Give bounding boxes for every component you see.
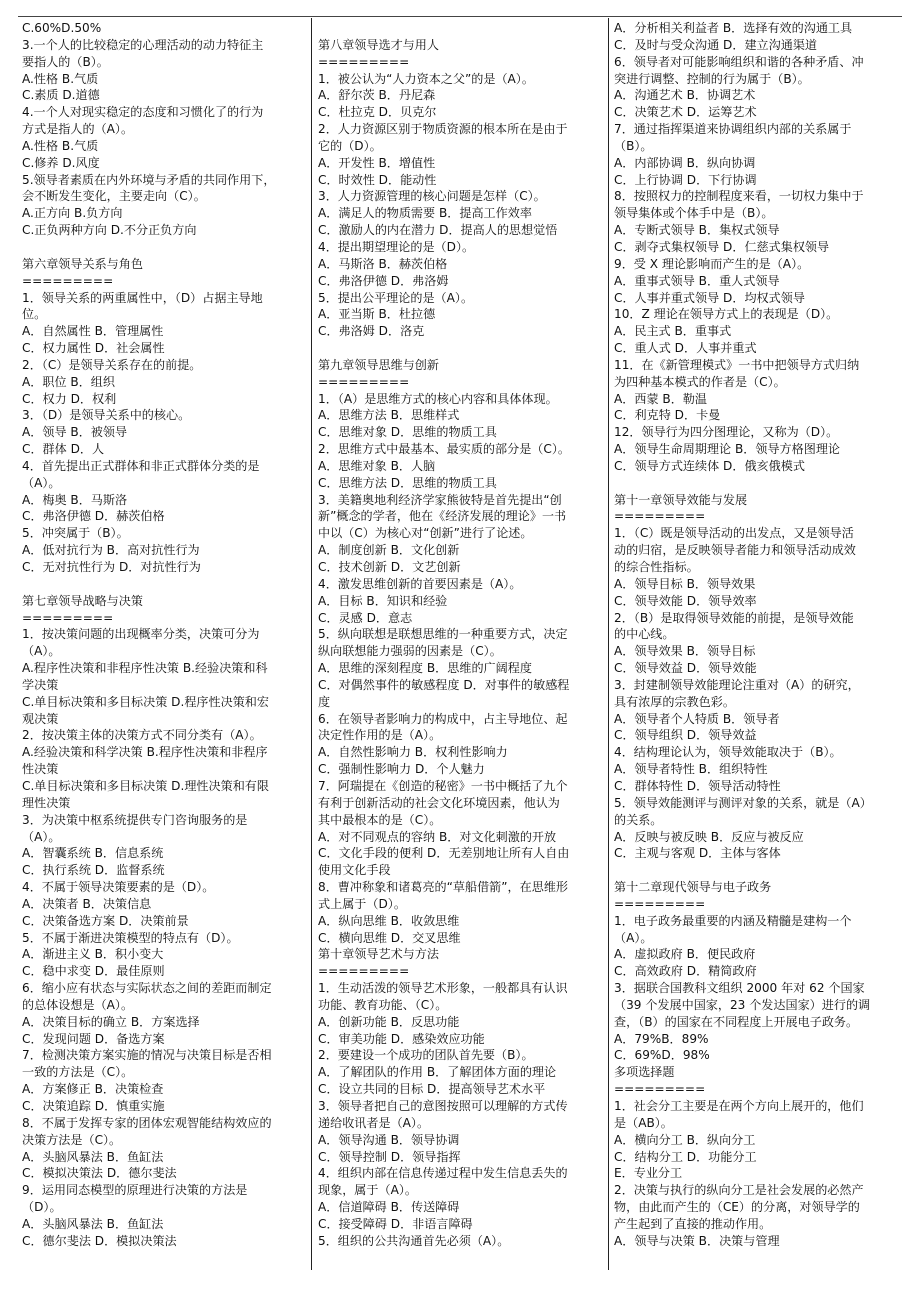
- text-line: C．德尔斐法 D．模拟决策法: [22, 1233, 177, 1248]
- text-line: [318, 20, 604, 37]
- text-line: C.单目标决策和多目标决策 D.理性决策和有限: [22, 778, 269, 793]
- text-line: 4．不属于领导决策要素的是（D）。: [22, 880, 215, 895]
- text-line: =========: [22, 610, 114, 625]
- text-line: C．弗洛伊德 D．赫茨伯格: [22, 509, 165, 524]
- text-line: A．思维对象 B．人脑: [318, 458, 436, 473]
- text-line: C．技术创新 D．文艺创新: [318, 560, 461, 574]
- text-line: 5．不属于渐进决策模型的特点有（D）。: [22, 930, 239, 945]
- text-line: C．高效政府 D．精简政府: [614, 964, 757, 979]
- text-line: C．69%D．98%: [614, 1048, 710, 1063]
- text-line: 现象，属于（A）。: [318, 1183, 417, 1198]
- text-line: 决策方法是（C）。: [22, 1132, 122, 1147]
- text-line: C．决策备选方案 D．决策前景: [22, 913, 189, 928]
- text-line: 3．为决策中枢系统提供专门咨询服务的是: [22, 812, 248, 827]
- text-line: （D）。: [22, 1200, 62, 1215]
- text-line: 动的归宿，是反映领导者能力和领导活动成效: [614, 543, 856, 558]
- text-line: 11．在《新管理模式》一书中把领导方式归纳: [614, 357, 860, 372]
- text-line: 5．冲突属于（B）。: [22, 526, 129, 541]
- text-line: 1．电子政务最重要的内涵及精髓是建构一个: [614, 913, 852, 928]
- text-line: A.性格 B.气质: [22, 138, 99, 153]
- text-line: 3．据联合国教科文组织 2000 年对 62 个国家: [614, 981, 865, 996]
- text-line: 决定性作用的是（A）。: [318, 728, 442, 743]
- text-line: C．重人式 D．人事并重式: [614, 341, 757, 356]
- text-line: C．决策艺术 D．运筹艺术: [614, 105, 757, 120]
- text-line: =========: [614, 1082, 706, 1097]
- text-line: C．思维对象 D．思维的物质工具: [318, 425, 497, 440]
- text-line: 多项选择题: [614, 1065, 675, 1080]
- text-line: A.正方向 B.负方向: [22, 206, 123, 221]
- text-line: 学决策: [22, 677, 59, 692]
- text-line: 1．（A）是思维方式的核心内容和具体体现。: [318, 391, 558, 406]
- text-line: 5.领导者素质在内外环境与矛盾的共同作用下，: [22, 172, 276, 187]
- text-line: 8．按照权力的控制程度来看，一切权力集中于: [614, 189, 864, 204]
- text-line: A．马斯洛 B．赫茨伯格: [318, 256, 448, 271]
- column-divider: [608, 18, 609, 1270]
- text-line: A．职位 B．组织: [22, 374, 115, 389]
- text-line: A．头脑风暴法 B．鱼缸法: [22, 1216, 164, 1231]
- text-line: 3．美籍奥地利经济学家熊彼特是首先提出“创: [318, 492, 562, 507]
- text-column-left: [22, 20, 306, 1250]
- text-line: A．思维方法 B．思维样式: [318, 408, 460, 423]
- text-line: 突进行调整、控制的行为属于（B）。: [614, 71, 810, 86]
- text-line: 具有浓厚的宗教色彩。: [614, 694, 735, 709]
- text-line: A．领导者个人特质 B．领导者: [614, 711, 780, 726]
- text-line: A．西蒙 B．勒温: [614, 391, 707, 406]
- text-line: 领导集体或个体手中是（B）。: [614, 206, 774, 221]
- text-line: 8．曹冲称象和诸葛亮的“草船借箭”，在思维形: [318, 880, 569, 895]
- text-line: A．渐进主义 B．积小变大: [22, 947, 164, 962]
- text-line: A．智囊系统 B．信息系统: [22, 846, 164, 861]
- text-line: C．对偶然事件的敏感程度 D．对事件的敏感程: [318, 677, 570, 692]
- text-line: C.单目标决策和多目标决策 D.程序性决策和宏: [22, 694, 269, 709]
- text-line: 第七章领导战略与决策: [22, 593, 143, 608]
- text-line: C．横向思维 D．交叉思维: [318, 930, 461, 945]
- text-line: 2．人力资源区别于物质资源的根本所在是由于: [318, 122, 568, 137]
- text-line: 1．领导关系的两重属性中，（D）占据主导地: [22, 290, 263, 305]
- text-line: C．群体 D．人: [22, 442, 105, 457]
- text-line: C．文化手段的便利 D．无差别地让所有人自由: [318, 846, 570, 861]
- text-line: A．领导效果 B．领导目标: [614, 644, 756, 659]
- text-line: C．权力属性 D．社会属性: [22, 341, 165, 356]
- text-line: C．强制性影响力 D．个人魅力: [318, 762, 485, 777]
- text-line: A．领导者特性 B．组织特性: [614, 762, 768, 777]
- text-line: C．决策追踪 D．慎重实施: [22, 1099, 165, 1113]
- text-line: C．权力 D．权利: [22, 391, 117, 406]
- text-line: C．执行系统 D．监督系统: [22, 863, 165, 878]
- text-line: 第十章领导艺术与方法: [318, 947, 439, 962]
- text-line: E．专业分工: [614, 1166, 683, 1181]
- text-line: 4．激发思维创新的首要因素是（A）。: [318, 576, 522, 591]
- text-line: 1．被公认为“人力资本之父”的是（A）。: [318, 71, 534, 86]
- text-line: A．低对抗行为 B．高对抗性行为: [22, 543, 200, 558]
- text-line: C．杜拉克 D．贝克尔: [318, 105, 437, 120]
- text-line: 递给收讯者是（A）。: [318, 1115, 430, 1130]
- text-line: C．领导组织 D．领导效益: [614, 728, 757, 743]
- text-line: A．开发性 B．增值性: [318, 155, 436, 170]
- text-line: C．弗洛伊德 D．弗洛姆: [318, 273, 449, 288]
- text-line: 会不断发生变化，主要走向（C）。: [22, 189, 206, 204]
- text-line: C．无对抗性行为 D．对抗性行为: [22, 560, 201, 574]
- text-line: A．了解团队的作用 B．了解团体方面的理论: [318, 1065, 557, 1080]
- text-line: 3．人力资源管理的核心问题是怎样（C）。: [318, 189, 546, 204]
- text-line: C．领导效益 D．领导效能: [614, 661, 757, 676]
- text-line: C．弗洛姆 D．洛克: [318, 324, 425, 339]
- text-line: 1．社会分工主要是在两个方向上展开的，他们: [614, 1099, 864, 1113]
- text-line: C．思维方法 D．思维的物质工具: [318, 475, 497, 490]
- text-line: A．决策者 B．决策信息: [22, 896, 152, 911]
- text-line: C．领导方式连续体 D．俄亥俄模式: [614, 458, 805, 473]
- text-line: 其中最根本的是（C）。: [318, 812, 442, 827]
- text-line: 4．结构理论认为，领导效能取决于（B）。: [614, 745, 842, 760]
- text-line: 产生起到了直接的推动作用。: [614, 1216, 772, 1231]
- text-line: 度: [318, 694, 331, 709]
- text-line: A．沟通艺术 B．协调艺术: [614, 88, 756, 103]
- text-line: 7．通过指挥渠道来协调组织内部的关系属于: [614, 122, 852, 137]
- text-line: 4．首先提出正式群体和非正式群体分类的是: [22, 458, 260, 473]
- text-line: 1．（C）既是领导活动的出发点，又是领导活: [614, 526, 854, 541]
- text-line: 第八章领导选才与用人: [318, 37, 439, 52]
- text-line: C．群体特性 D．领导活动特性: [614, 778, 781, 793]
- text-line: =========: [614, 896, 706, 911]
- text-line: 12．领导行为四分图理论，又称为（D）。: [614, 425, 839, 440]
- text-line: A.程序性决策和非程序性决策 B.经验决策和科: [22, 661, 268, 676]
- text-line: A．满足人的物质需要 B．提高工作效率: [318, 206, 532, 221]
- text-line: （A）。: [22, 829, 61, 844]
- text-line: C．发现问题 D．备选方案: [22, 1031, 165, 1046]
- text-line: A．思维的深刻程度 B．思维的广阔程度: [318, 661, 532, 676]
- text-line: 4．提出期望理论的是（D）。: [318, 239, 475, 254]
- column-divider: [311, 18, 312, 1270]
- text-line: （A）。: [22, 644, 61, 659]
- text-line: A．梅奥 B．马斯洛: [22, 492, 128, 507]
- text-line: 方式是指人的（A）。: [22, 122, 134, 137]
- text-line: 6．领导者对可能影响组织和谐的各种矛盾、冲: [614, 54, 864, 69]
- text-line: C．人事并重式领导 D．均权式领导: [614, 290, 805, 305]
- text-line: C.素质 D.道德: [22, 88, 100, 103]
- text-line: 7．检测决策方案实施的情况与决策目标是否相: [22, 1048, 272, 1063]
- text-line: C．接受障碍 D．非语言障碍: [318, 1216, 473, 1231]
- text-line: A．分析相关利益者 B．选择有效的沟通工具: [614, 21, 853, 35]
- text-line: [614, 862, 906, 879]
- text-line: A．专断式领导 B．集权式领导: [614, 223, 780, 238]
- text-line: 2．决策与执行的纵向分工是社会发展的必然产: [614, 1183, 864, 1198]
- text-line: =========: [318, 964, 410, 979]
- text-line: A．内部协调 B．纵向协调: [614, 155, 756, 170]
- text-line: A．重事式领导 B．重人式领导: [614, 273, 780, 288]
- text-line: [22, 576, 306, 593]
- text-line: 3.一个人的比较稳定的心理活动的动力特征主: [22, 37, 264, 52]
- text-line: 7．阿瑞提在《创造的秘密》一书中概括了九个: [318, 778, 568, 793]
- text-line: 的总体设想是（A）。: [22, 997, 134, 1012]
- text-line: A．纵向思维 B．收敛思维: [318, 913, 460, 928]
- text-line: A．制度创新 B．文化创新: [318, 543, 460, 558]
- text-line: C．激励人的内在潜力 D．提高人的思想觉悟: [318, 223, 558, 238]
- text-line: A．领导目标 B．领导效果: [614, 576, 756, 591]
- text-line: （B）。: [614, 138, 653, 153]
- text-line: A.经验决策和科学决策 B.程序性决策和非程序: [22, 745, 268, 760]
- text-line: A．亚当斯 B．杜拉德: [318, 307, 436, 322]
- text-line: 理性决策: [22, 795, 71, 810]
- text-line: 10．Z 理论在领导方式上的表现是（D）。: [614, 307, 839, 322]
- text-line: 是（AB）。: [614, 1115, 673, 1130]
- text-line: A．领导沟通 B．领导协调: [318, 1132, 460, 1147]
- text-line: （39 个发展中国家，23 个发达国家）进行的调: [614, 997, 871, 1012]
- text-line: 查，（B）的国家在不同程度上开展电子政务。: [614, 1014, 859, 1029]
- text-line: A．头脑风暴法 B．鱼缸法: [22, 1149, 164, 1164]
- text-line: 的中心线。: [614, 627, 675, 642]
- text-line: 2．要建设一个成功的团队首先要（B）。: [318, 1048, 534, 1063]
- text-line: 5．提出公平理论的是（A）。: [318, 290, 474, 305]
- text-line: A．信道障碍 B．传送障碍: [318, 1200, 460, 1215]
- text-line: 1．按决策问题的出现概率分类，决策可分为: [22, 627, 260, 642]
- text-line: A．领导 B．被领导: [22, 425, 128, 440]
- text-line: C．审美功能 D．感染效应功能: [318, 1031, 485, 1046]
- text-line: 6．在领导者影响力的构成中，占主导地位、起: [318, 711, 568, 726]
- text-line: C．结构分工 D．功能分工: [614, 1149, 757, 1164]
- text-line: 6．缩小应有状态与实际状态之间的差距而制定: [22, 981, 272, 996]
- text-line: A．对不同观点的容纳 B．对文化刺激的开放: [318, 829, 557, 844]
- text-line: C.修养 D.风度: [22, 155, 100, 170]
- text-line: A.性格 B.气质: [22, 71, 99, 86]
- text-line: （A）。: [614, 930, 653, 945]
- text-line: 它的（D）。: [318, 138, 382, 153]
- text-line: 8．不属于发挥专家的团体宏观智能结构效应的: [22, 1115, 272, 1130]
- text-line: A．自然属性 B．管理属性: [22, 324, 164, 339]
- text-line: 第九章领导思维与创新: [318, 357, 439, 372]
- text-line: 2．按决策主体的决策方式不同分类有（A）。: [22, 728, 262, 743]
- text-line: A．舒尔茨 B．丹尼森: [318, 88, 436, 103]
- text-column-right: [614, 20, 906, 1250]
- text-line: 物，由此而产生的（CE）的分离，对领导学的: [614, 1200, 860, 1215]
- text-line: 中以（C）为核心对“创新”进行了论述。: [318, 526, 533, 541]
- text-line: 的综合性指标。: [614, 560, 699, 574]
- text-line: 2．（C）是领导关系存在的前提。: [22, 357, 202, 372]
- text-line: A．目标 B．知识和经验: [318, 593, 448, 608]
- text-line: A．虚拟政府 B．便民政府: [614, 947, 756, 962]
- text-line: 位。: [22, 307, 47, 322]
- text-line: C．模拟决策法 D．德尔斐法: [22, 1166, 177, 1181]
- text-line: 5．领导效能测评与测评对象的关系，就是（A）: [614, 795, 872, 810]
- text-line: 功能、教育功能、（C）。: [318, 997, 448, 1012]
- text-line: 第六章领导关系与角色: [22, 256, 143, 271]
- text-line: 有利于创新活动的社会文化环境因素，他认为: [318, 795, 560, 810]
- text-line: A．方案修正 B．决策检查: [22, 1082, 164, 1097]
- text-line: =========: [318, 374, 410, 389]
- text-line: A．横向分工 B．纵向分工: [614, 1132, 756, 1147]
- text-line: A．反映与被反映 B．反应与被反应: [614, 829, 804, 844]
- text-line: 3．（D）是领导关系中的核心。: [22, 408, 191, 423]
- text-line: 性决策: [22, 762, 59, 777]
- text-line: [22, 239, 306, 256]
- text-line: C．主观与客观 D．主体与客体: [614, 846, 781, 861]
- text-line: （A）。: [22, 475, 61, 490]
- text-line: 使用文化手段: [318, 863, 391, 878]
- text-line: C．利克特 D．卡曼: [614, 408, 721, 423]
- text-line: A．决策目标的确立 B．方案选择: [22, 1014, 200, 1029]
- text-line: 9．受 X 理论影响而产生的是（A）。: [614, 256, 810, 271]
- text-line: 新”概念的学者，他在《经济发展的理论》一书: [318, 509, 567, 524]
- text-line: C．领导控制 D．领导指挥: [318, 1149, 461, 1164]
- text-line: C．及时与受众沟通 D．建立沟通渠道: [614, 37, 818, 52]
- text-line: 3．领导者把自己的意图按照可以理解的方式传: [318, 1099, 568, 1113]
- text-line: [614, 475, 906, 492]
- text-line: C．上行协调 D．下行协调: [614, 172, 757, 187]
- text-line: =========: [614, 509, 706, 524]
- text-line: 第十一章领导效能与发展: [614, 492, 748, 507]
- text-line: 一致的方法是（C）。: [22, 1065, 134, 1080]
- text-line: A．79%B．89%: [614, 1031, 709, 1046]
- text-line: 2．（B）是取得领导效能的前提，是领导效能: [614, 610, 854, 625]
- text-line: C．时效性 D．能动性: [318, 172, 437, 187]
- text-line: C．灵感 D．意志: [318, 610, 413, 625]
- text-line: 9．运用同态模型的原理进行决策的方法是: [22, 1183, 248, 1198]
- text-line: C．稳中求变 D．最佳原则: [22, 964, 165, 979]
- text-line: 纵向联想能力强弱的因素是（C）。: [318, 644, 502, 659]
- text-line: A．民主式 B．重事式: [614, 324, 732, 339]
- top-rule: [18, 16, 902, 17]
- text-line: C．领导效能 D．领导效率: [614, 593, 757, 608]
- text-line: 的关系。: [614, 812, 663, 827]
- text-line: =========: [318, 54, 410, 69]
- text-line: =========: [22, 273, 114, 288]
- text-line: [318, 340, 604, 357]
- text-column-middle: [318, 20, 604, 1250]
- text-line: C．设立共同的目标 D．提高领导艺术水平: [318, 1082, 546, 1097]
- text-line: 观决策: [22, 711, 59, 726]
- text-line: 3．封建制领导效能理论注重对（A）的研究，: [614, 677, 860, 692]
- text-line: A．自然性影响力 B．权利性影响力: [318, 745, 508, 760]
- text-line: A．领导与决策 B．决策与管理: [614, 1233, 780, 1248]
- text-line: 2．思维方式中最基本、最实质的部分是（C）。: [318, 442, 570, 457]
- text-line: C.60%D.50%: [22, 21, 102, 35]
- text-line: 4．组织内部在信息传递过程中发生信息丢失的: [318, 1166, 568, 1181]
- text-line: C.正负两种方向 D.不分正负方向: [22, 223, 197, 238]
- text-line: 4.一个人对现实稳定的态度和习惯化了的行为: [22, 105, 264, 120]
- text-line: A．创新功能 B．反思功能: [318, 1014, 460, 1029]
- text-line: C．剥夺式集权领导 D．仁慈式集权领导: [614, 239, 830, 254]
- text-line: 1．生动活泼的领导艺术形象，一般都具有认识: [318, 981, 568, 996]
- text-line: 为四种基本模式的作者是（C）。: [614, 374, 786, 389]
- text-line: 5．组织的公共沟通首先必须（A）。: [318, 1233, 510, 1248]
- text-line: 要指人的（B）。: [22, 54, 109, 69]
- text-line: 式上属于（D）。: [318, 896, 406, 911]
- text-line: A．领导生命周期理论 B．领导方格图理论: [614, 442, 841, 457]
- text-line: 5．纵向联想是联想思维的一种重要方式，决定: [318, 627, 568, 642]
- text-line: 第十二章现代领导与电子政务: [614, 880, 772, 895]
